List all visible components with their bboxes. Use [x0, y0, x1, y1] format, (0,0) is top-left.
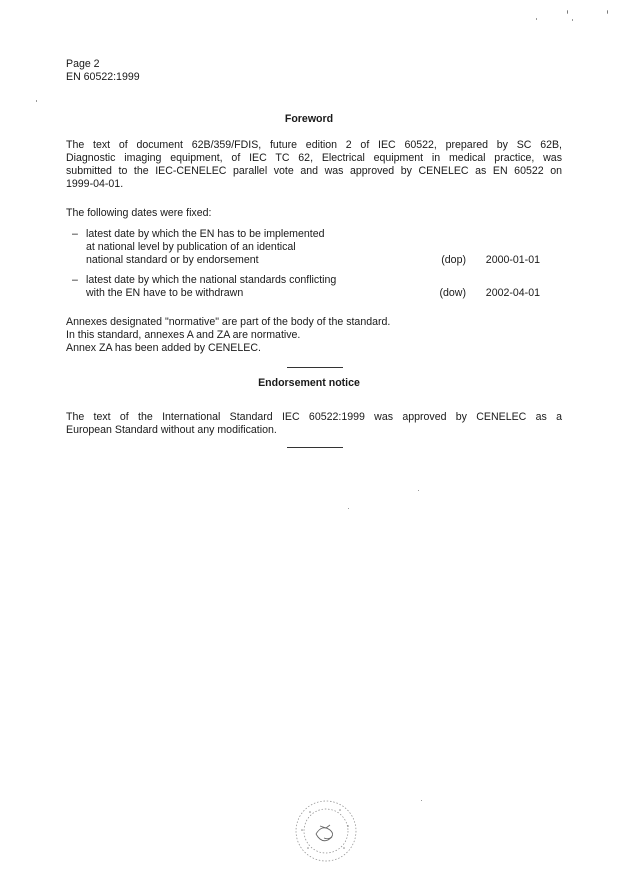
date-item-dop — [72, 228, 540, 267]
foreword-line: Diagnostic imaging equipment, of IEC TC 62, Electrical equipment in medical practice, was — [66, 152, 562, 164]
date-item-line: national standard or by endorsement — [86, 254, 259, 266]
date-item-line: at national level by publication of an identical — [86, 241, 296, 253]
annex-line: Annexes designated "normative" are part of the body of the standard. — [66, 316, 391, 328]
section-divider — [287, 367, 343, 368]
page-number: Page 2 — [66, 58, 100, 70]
page-header — [66, 58, 140, 84]
scan-speck — [36, 100, 37, 102]
foreword-line: submitted to the IEC-CENELEC parallel vote and was approved by CENELEC as EN 60522 on — [66, 165, 562, 177]
annex-line: Annex ZA has been added by CENELEC. — [66, 342, 261, 354]
date-item-line: latest date by which the national standards conflicting — [86, 274, 337, 286]
date-code: (dow) — [439, 287, 466, 299]
scan-speck — [572, 19, 573, 21]
endorsement-line: European Standard without any modification. — [66, 424, 277, 436]
date-value: 2002-04-01 — [485, 287, 540, 299]
dates-intro — [66, 207, 562, 220]
date-item-line: with the EN have to be withdrawn — [86, 287, 244, 299]
scan-speck — [536, 18, 537, 20]
section-divider — [287, 447, 343, 448]
endorsement-paragraph — [66, 411, 562, 437]
document-reference: EN 60522:1999 — [66, 71, 140, 83]
date-item-line: latest date by which the EN has to be implemented — [86, 228, 325, 240]
scan-speck — [567, 10, 568, 14]
foreword-paragraph — [66, 139, 562, 191]
scan-speck — [348, 508, 349, 509]
seal-stamp — [290, 796, 362, 866]
foreword-heading: Foreword — [284, 113, 334, 125]
foreword-line: The text of document 62B/359/FDIS, future edition 2 of IEC 60522, prepared by SC 62B, — [66, 139, 562, 151]
endorsement-line: The text of the International Standard IEC 60522:1999 was approved by CENELEC as a — [66, 411, 562, 423]
scan-speck — [418, 490, 419, 491]
scan-speck — [421, 800, 422, 801]
date-item-dow — [72, 274, 540, 300]
scan-speck — [607, 10, 608, 14]
date-code: (dop) — [441, 254, 466, 266]
annex-line: In this standard, annexes A and ZA are normative. — [66, 329, 301, 341]
annex-paragraph — [66, 316, 562, 355]
foreword-line: 1999-04-01. — [66, 178, 124, 190]
list-dash: – — [72, 274, 78, 286]
list-dash: – — [72, 228, 78, 240]
endorsement-heading: Endorsement notice — [258, 377, 360, 389]
dates-intro-text: The following dates were fixed: — [66, 207, 212, 219]
date-value: 2000-01-01 — [485, 254, 540, 266]
